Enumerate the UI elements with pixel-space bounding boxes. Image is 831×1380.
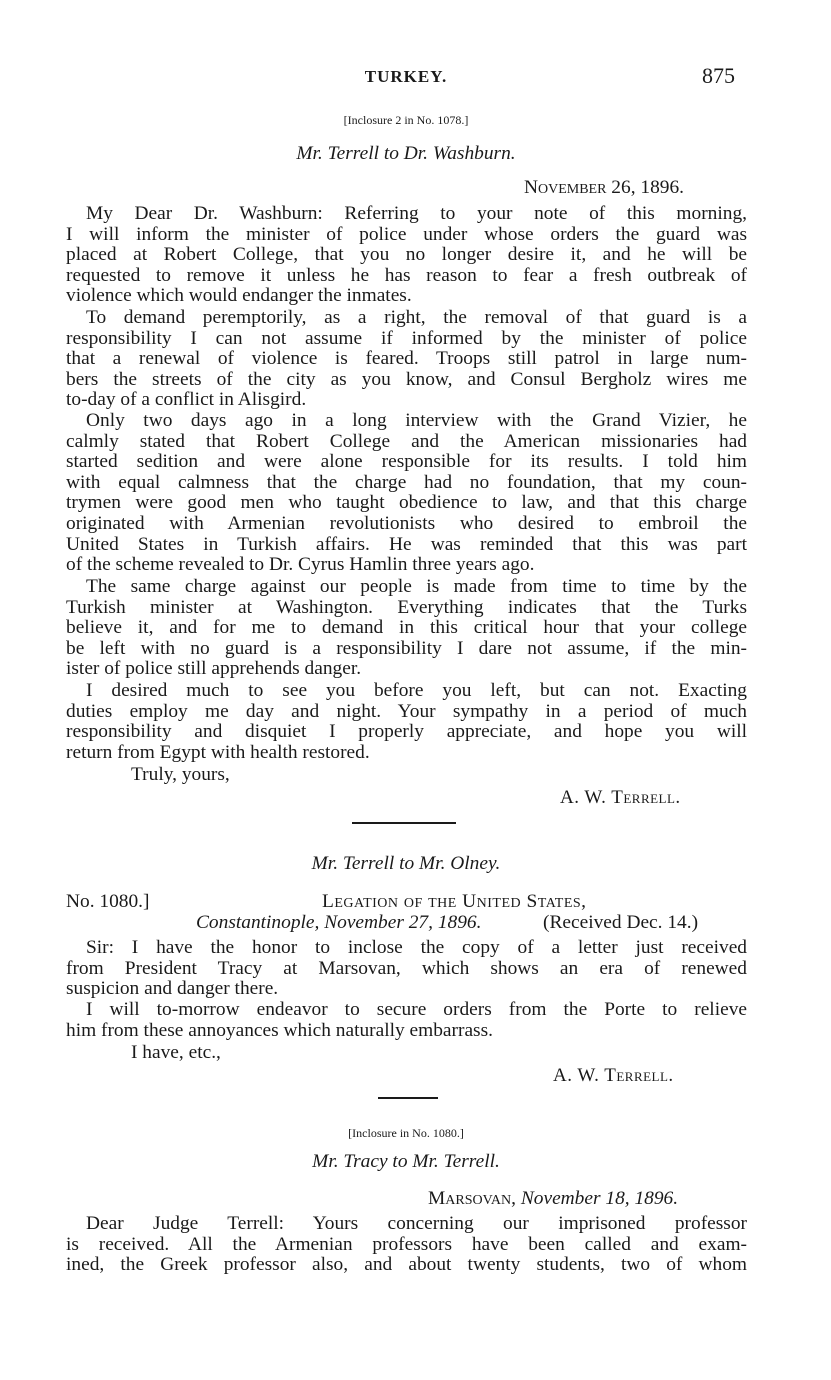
letter-paragraph [66,938,747,1000]
text-line: is received. All the Armenian professors have been called and exam- [66,1233,747,1255]
text-line: started sedition and were alone responsible for its results. I told him [66,451,747,473]
text-line: to-day of a conflict in Alisgird. [66,389,307,411]
letter-paragraph [66,577,747,680]
inclosure-note-1: [Inclosure 2 in No. 1078.] [343,113,469,127]
letter-date-1: November 26, 1896. [524,177,685,198]
text-line: trymen were good men who taught obedience to law, and that this charge [66,492,747,514]
text-line: placed at Robert College, that you no longer desire it, and he will be [66,244,747,266]
dispatch-number: No. 1080.] [66,891,150,912]
letter-paragraph [66,1214,747,1276]
text-line: ister of police still apprehends danger. [66,658,362,680]
text-line: calmly stated that Robert College and the American missionaries had [66,430,747,452]
text-line: I will to-morrow endeavor to secure orders from the Porte to relieve [86,999,747,1020]
text-line: responsibility and disquiet I properly appreciate, and hope you will [66,721,747,743]
letter-dateline-3 [428,1188,678,1210]
text-line: My Dear Dr. Washburn: Referring to your note of this morning, [86,203,747,224]
text-line: of the scheme revealed to Dr. Cyrus Hamlin three years ago. [66,554,535,576]
text-line: bers the streets of the city as you know, and Consul Bergholz wires me [66,368,747,390]
text-line: United States in Turkish affairs. He was reminded that this was part [66,533,747,555]
letter-paragraph [66,411,747,576]
text-line: be left with no guard is a responsibility I dare not assume, if the min- [66,637,747,659]
received-date: (Received Dec. 14.) [543,912,699,933]
text-line: Sir: I have the honor to inclose the copy of a letter just received [86,937,747,958]
text-line: suspicion and danger there. [66,978,279,1000]
letter-paragraph [66,1000,747,1041]
text-line: I desired much to see you before you left, but can not. Exacting [86,680,747,701]
divider [352,822,456,824]
letter-paragraph [66,204,747,307]
signature-2: A. W. Terrell. [553,1065,674,1086]
text-line: that a renewal of violence is feared. Troops still patrol in large num- [66,348,747,370]
text-line: him from these annoyances which naturally embarrass. [66,1019,493,1041]
legation-header: Legation of the United States, [322,891,587,912]
closing-2: I have, etc., [131,1042,221,1063]
running-head: TURKEY. [364,67,448,86]
letter-heading-2: Mr. Terrell to Mr. Olney. [311,853,501,874]
letter-paragraph [66,308,747,411]
page-number: 875 [702,63,735,88]
place: Marsovan, [428,1188,516,1209]
text-line: responsibility I can not assume if informed by the minister of police [66,327,747,349]
letter-paragraph [66,681,747,763]
text-line: return from Egypt with health restored. [66,741,370,763]
text-line: with equal calmness that the charge had no foundation, that my coun- [66,471,747,493]
inclosure-note-2: [Inclosure in No. 1080.] [348,1126,464,1140]
letter-heading-1: Mr. Terrell to Dr. Washburn. [296,143,516,164]
text-line: The same charge against our people is made from time to time by the [86,576,747,597]
text-line: ined, the Greek professor also, and about twenty students, two of whom [66,1254,747,1276]
text-line: violence which would endanger the inmates. [66,285,412,307]
text-line: requested to remove it unless he has reason to fear a fresh outbreak of [66,264,747,286]
closing-1: Truly, yours, [131,764,230,785]
text-line: To demand peremptorily, as a right, the removal of that guard is a [86,307,747,328]
text-line: believe it, and for me to demand in this critical hour that your college [66,617,747,639]
text-line: from President Tracy at Marsovan, which shows an era of renewed [66,957,747,979]
text-line: originated with Armenian revolutionists who desired to embroil the [66,512,747,534]
text-line: I will inform the minister of police under whose orders the guard was [66,223,747,245]
text-line: Turkish minister at Washington. Everything indicates that the Turks [66,596,747,618]
date: November 18, 1896. [520,1188,679,1209]
text-line: duties employ me day and night. Your sympathy in a period of much [66,700,747,722]
text-line: Only two days ago in a long interview with the Grand Vizier, he [86,410,747,431]
signature-1: A. W. Terrell. [560,787,681,808]
text-line: Dear Judge Terrell: Yours concerning our imprisoned professor [86,1213,747,1234]
letter-heading-3: Mr. Tracy to Mr. Terrell. [312,1151,500,1172]
divider [378,1097,438,1099]
place-date-2: Constantinople, November 27, 1896. [196,912,482,933]
